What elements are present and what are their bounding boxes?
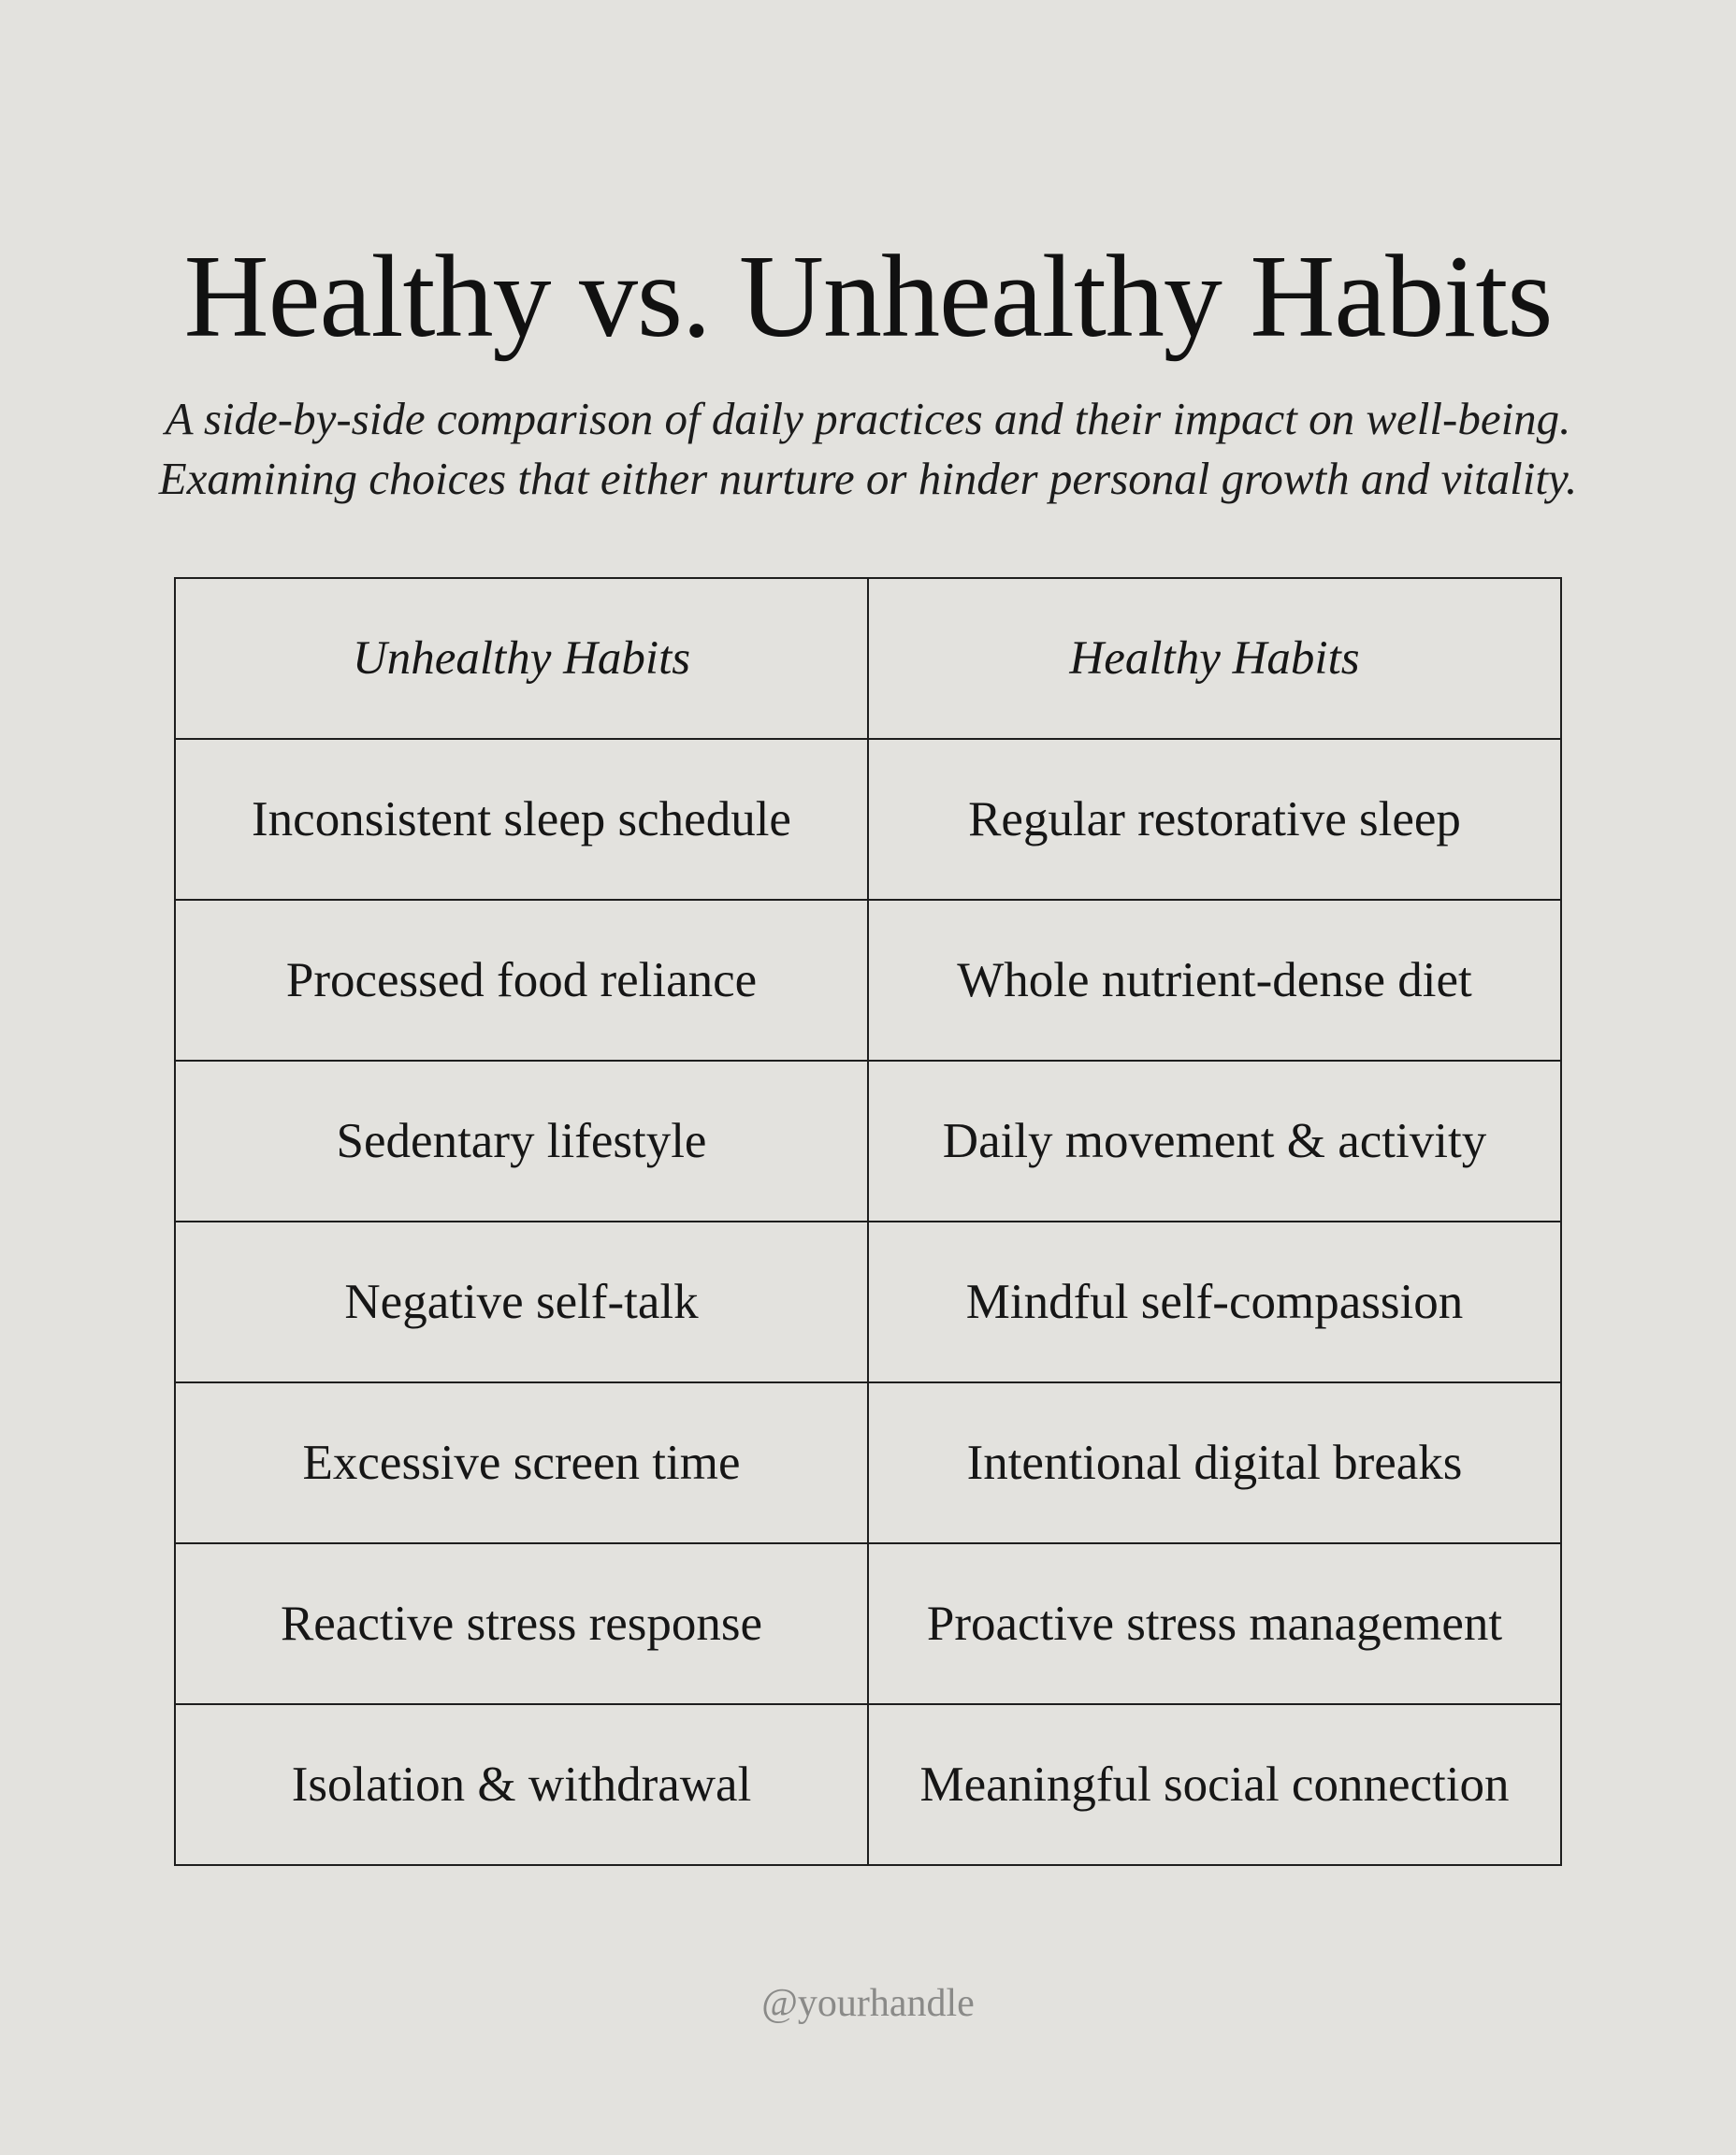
social-handle: @yourhandle	[761, 1982, 975, 2025]
unhealthy-habit-cell: Inconsistent sleep schedule	[175, 739, 868, 900]
healthy-habit-cell: Proactive stress management	[868, 1543, 1561, 1704]
habits-comparison-table	[174, 577, 1562, 1866]
unhealthy-habit-cell: Reactive stress response	[175, 1543, 868, 1704]
header-healthy-habits: Healthy Habits	[868, 578, 1561, 739]
healthy-habit-cell: Intentional digital breaks	[868, 1382, 1561, 1543]
unhealthy-habit-cell: Negative self-talk	[175, 1222, 868, 1382]
table-row	[175, 1061, 1561, 1222]
unhealthy-habit-cell: Processed food reliance	[175, 900, 868, 1061]
healthy-habit-cell: Regular restorative sleep	[868, 739, 1561, 900]
subtitle-line-1: A side-by-side comparison of daily practices and their impact on well-being.	[165, 393, 1571, 444]
unhealthy-habit-cell: Sedentary lifestyle	[175, 1061, 868, 1222]
table-row	[175, 1543, 1561, 1704]
table-row	[175, 1382, 1561, 1543]
subtitle	[0, 389, 1736, 509]
page-title: Healthy vs. Unhealthy Habits	[183, 232, 1553, 362]
unhealthy-habit-cell: Excessive screen time	[175, 1382, 868, 1543]
healthy-habit-cell: Whole nutrient-dense diet	[868, 900, 1561, 1061]
unhealthy-habit-cell: Isolation & withdrawal	[175, 1704, 868, 1865]
table-header-row	[175, 578, 1561, 739]
table-row	[175, 1222, 1561, 1382]
table-row	[175, 739, 1561, 900]
table-row	[175, 900, 1561, 1061]
subtitle-line-2: Examining choices that either nurture or hinder personal growth and vitality.	[158, 453, 1578, 504]
table-row	[175, 1704, 1561, 1865]
header-unhealthy-habits: Unhealthy Habits	[175, 578, 868, 739]
healthy-habit-cell: Meaningful social connection	[868, 1704, 1561, 1865]
healthy-habit-cell: Mindful self-compassion	[868, 1222, 1561, 1382]
healthy-habit-cell: Daily movement & activity	[868, 1061, 1561, 1222]
